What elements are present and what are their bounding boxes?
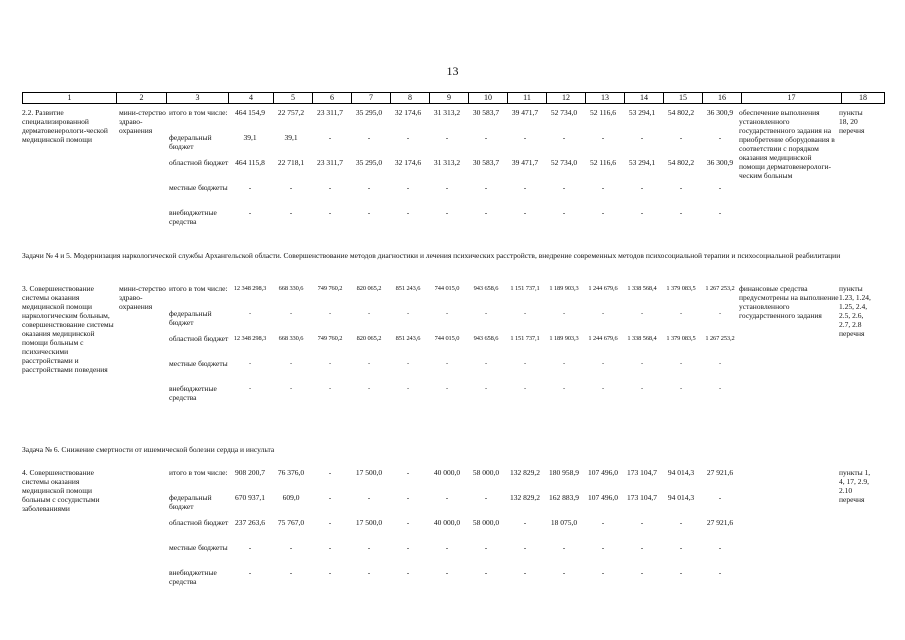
amount-cell: -	[523, 360, 527, 367]
funding-source-label: итого в том числе:	[169, 284, 228, 293]
amount-cell: 464 154,9	[235, 108, 265, 117]
amount-cell: 943 658,6	[473, 335, 499, 342]
amount-cell: 94 014,3	[667, 493, 695, 502]
funding-row	[169, 183, 869, 210]
amount-cell: 53 294,1	[628, 158, 656, 167]
amount-cell: 820 065,2	[356, 285, 382, 292]
amount-cell: 32 174,6	[394, 158, 422, 167]
amount-cell: -	[445, 385, 449, 392]
amount-cell: -	[289, 360, 293, 367]
amount-cell: -	[328, 468, 332, 477]
amount-cell: -	[718, 208, 722, 217]
amount-cell: 52 116,6	[590, 158, 616, 167]
amount-cell: -	[484, 208, 488, 217]
amount-cell: 53 294,1	[628, 108, 656, 117]
amount-cell: -	[562, 360, 566, 367]
header-cell: 10	[469, 93, 508, 104]
amount-cell: 94 014,3	[667, 468, 695, 477]
amount-cell: -	[328, 518, 332, 527]
amount-cell: -	[328, 493, 332, 502]
amount-cell: -	[679, 568, 683, 577]
amount-cell: -	[679, 360, 683, 367]
amount-cell: -	[406, 208, 410, 217]
amount-cell: -	[406, 310, 410, 317]
amount-cell: 1 267 253,2	[705, 285, 735, 292]
amount-cell: -	[640, 133, 644, 142]
amount-cell: -	[679, 310, 683, 317]
amount-cell: -	[367, 493, 371, 502]
funding-source-label: местные бюджеты	[169, 359, 228, 368]
amount-cell: -	[406, 183, 410, 192]
amount-cell: -	[601, 543, 605, 552]
amount-cell: -	[445, 133, 449, 142]
amount-cell: -	[718, 493, 722, 502]
amount-cell: 39,1	[284, 133, 298, 142]
amount-cell: -	[718, 360, 722, 367]
executor: мини-стерство здраво-охранения	[119, 284, 166, 311]
funding-source-label: областной бюджет	[169, 334, 229, 343]
amount-cell: -	[523, 543, 527, 552]
amount-cell: -	[248, 568, 252, 577]
header-cell: 14	[625, 93, 664, 104]
amount-cell: 180 958,9	[549, 468, 579, 477]
funding-row	[169, 334, 869, 361]
amount-cell: -	[289, 385, 293, 392]
amount-cell: -	[640, 310, 644, 317]
amount-cell: 39 471,7	[511, 108, 539, 117]
amount-cell: 744 015,0	[434, 285, 460, 292]
amount-cell: -	[328, 385, 332, 392]
amount-cell: 107 496,0	[588, 468, 618, 477]
amount-cell: 27 921,6	[706, 518, 734, 527]
amount-cell: 820 065,2	[356, 335, 382, 342]
amount-cell: -	[328, 360, 332, 367]
amount-cell: -	[679, 208, 683, 217]
amount-cell: 35 295,0	[355, 158, 383, 167]
funding-source-label: местные бюджеты	[169, 543, 228, 552]
amount-cell: -	[289, 183, 293, 192]
header-cell: 13	[586, 93, 625, 104]
header-cell: 6	[313, 93, 352, 104]
amount-cell: 17 500,0	[355, 468, 383, 477]
amount-cell: -	[328, 208, 332, 217]
amount-cell: -	[523, 183, 527, 192]
amount-cell: 52 734,0	[550, 158, 578, 167]
funding-row	[169, 568, 869, 595]
amount-cell: -	[406, 385, 410, 392]
amount-cell: 23 311,7	[317, 158, 343, 167]
amount-cell: 1 379 083,5	[666, 285, 696, 292]
amount-cell: -	[640, 208, 644, 217]
amount-cell: -	[601, 518, 605, 527]
amount-cell: -	[640, 518, 644, 527]
amount-cell: 40 000,0	[433, 518, 461, 527]
amount-cell: -	[328, 133, 332, 142]
amount-cell: -	[289, 310, 293, 317]
amount-cell: -	[406, 493, 410, 502]
header-cell: 4	[229, 93, 274, 104]
amount-cell: -	[718, 310, 722, 317]
amount-cell: 32 174,6	[394, 108, 422, 117]
amount-cell: -	[484, 183, 488, 192]
header-cell: 5	[274, 93, 313, 104]
amount-cell: 670 937,1	[235, 493, 265, 502]
amount-cell: -	[248, 543, 252, 552]
amount-cell: -	[289, 543, 293, 552]
amount-cell: 943 658,6	[473, 285, 499, 292]
page-number: 13	[446, 64, 459, 78]
funding-source-label: внебюджетные средства	[169, 568, 217, 586]
amount-cell: -	[718, 385, 722, 392]
amount-cell: 31 313,2	[433, 108, 461, 117]
amount-cell: -	[523, 310, 527, 317]
amount-cell: -	[367, 133, 371, 142]
amount-cell: 36 300,9	[706, 158, 734, 167]
amount-cell: 1 244 679,6	[588, 335, 618, 342]
amount-cell: -	[328, 183, 332, 192]
amount-cell: 1 189 903,3	[549, 335, 579, 342]
amount-cell: -	[640, 568, 644, 577]
amount-cell: -	[248, 208, 252, 217]
amount-cell: 744 015,0	[434, 335, 460, 342]
amount-cell: -	[523, 133, 527, 142]
amount-cell: -	[601, 208, 605, 217]
header-cell: 18	[842, 93, 885, 104]
amount-cell: 30 583,7	[472, 108, 500, 117]
amount-cell: 1 244 679,6	[588, 285, 618, 292]
funding-source-label: итого в том числе:	[169, 468, 228, 477]
amount-cell: -	[406, 468, 410, 477]
amount-cell: 132 829,2	[510, 468, 540, 477]
amount-cell: -	[562, 133, 566, 142]
task-heading: Задача № 6. Снижение смертности от ишемической болезни сердца и инсульта	[22, 445, 275, 454]
amount-cell: 609,0	[282, 493, 300, 502]
amount-cell: -	[406, 518, 410, 527]
funding-row	[169, 384, 869, 411]
funding-source-label: внебюджетные средства	[169, 384, 217, 402]
amount-cell: 39 471,7	[511, 158, 539, 167]
amount-cell: -	[718, 543, 722, 552]
column-header-row	[22, 92, 885, 104]
amount-cell: -	[367, 568, 371, 577]
amount-cell: 1 189 903,3	[549, 285, 579, 292]
amount-cell: -	[601, 183, 605, 192]
funding-source-label: федеральный бюджет	[169, 493, 212, 511]
amount-cell: -	[445, 310, 449, 317]
amount-cell: 52 734,0	[550, 108, 578, 117]
amount-cell: -	[248, 183, 252, 192]
amount-cell: 75 767,0	[277, 518, 305, 527]
amount-cell: 58 000,0	[472, 468, 500, 477]
amount-cell: -	[601, 310, 605, 317]
amount-cell: -	[679, 518, 683, 527]
amount-cell: -	[562, 183, 566, 192]
amount-cell: -	[248, 385, 252, 392]
amount-cell: 237 263,6	[235, 518, 265, 527]
amount-cell: -	[679, 385, 683, 392]
amount-cell: -	[679, 543, 683, 552]
amount-cell: -	[640, 385, 644, 392]
amount-cell: -	[289, 568, 293, 577]
amount-cell: 18 075,0	[550, 518, 578, 527]
header-cell: 15	[664, 93, 703, 104]
funding-row	[169, 208, 869, 235]
amount-cell: -	[289, 208, 293, 217]
amount-cell: -	[484, 493, 488, 502]
amount-cell: -	[367, 543, 371, 552]
amount-cell: -	[445, 543, 449, 552]
executor: мини-стерство здраво-охранения	[119, 108, 166, 135]
amount-cell: -	[445, 360, 449, 367]
header-cell: 12	[547, 93, 586, 104]
amount-cell: -	[523, 568, 527, 577]
amount-cell: -	[601, 133, 605, 142]
amount-cell: -	[679, 133, 683, 142]
amount-cell: -	[367, 183, 371, 192]
funding-row	[169, 468, 869, 495]
amount-cell: 908 200,7	[235, 468, 265, 477]
amount-cell: -	[445, 568, 449, 577]
amount-cell: 12 348 298,3	[233, 335, 267, 342]
funding-source-label: местные бюджеты	[169, 183, 228, 192]
funding-source-label: внебюджетные средства	[169, 208, 217, 226]
reference-items: пункты 18, 20 перечня	[839, 108, 865, 135]
amount-cell: 1 151 737,1	[510, 285, 540, 292]
amount-cell: 54 802,2	[667, 158, 695, 167]
amount-cell: -	[445, 183, 449, 192]
amount-cell: -	[562, 568, 566, 577]
amount-cell: -	[484, 568, 488, 577]
header-cell: 2	[117, 93, 167, 104]
amount-cell: -	[601, 385, 605, 392]
amount-cell: -	[718, 568, 722, 577]
amount-cell: 1 267 253,2	[705, 335, 735, 342]
amount-cell: -	[248, 360, 252, 367]
amount-cell: 132 829,2	[510, 493, 540, 502]
funding-source-label: областной бюджет	[169, 518, 229, 527]
amount-cell: -	[484, 385, 488, 392]
amount-cell: 107 496,0	[588, 493, 618, 502]
amount-cell: 464 115,8	[235, 158, 265, 167]
activity-name: 2.2. Развитие специализированной дерматовенерологи-ческой медицинской помощи	[22, 108, 108, 144]
funding-source-label: федеральный бюджет	[169, 309, 212, 327]
header-cell: 17	[742, 93, 842, 104]
amount-cell: 851 243,6	[395, 335, 421, 342]
amount-cell: 1 151 737,1	[510, 335, 540, 342]
amount-cell: -	[679, 183, 683, 192]
amount-cell: -	[523, 208, 527, 217]
amount-cell: -	[406, 133, 410, 142]
amount-cell: -	[406, 543, 410, 552]
header-cell: 3	[167, 93, 229, 104]
amount-cell: 1 379 083,5	[666, 335, 696, 342]
funding-row	[169, 493, 869, 520]
amount-cell: 17 500,0	[355, 518, 383, 527]
amount-cell: -	[367, 310, 371, 317]
amount-cell: 52 116,6	[590, 108, 616, 117]
funding-source-label: федеральный бюджет	[169, 133, 212, 151]
amount-cell: 851 243,6	[395, 285, 421, 292]
amount-cell: 12 348 298,3	[233, 285, 267, 292]
funding-source-label: областной бюджет	[169, 158, 229, 167]
header-cell: 1	[23, 93, 117, 104]
reference-items: пункты 1.23, 1.24, 1.25, 2.4, 2.5, 2.6, 2.7, 2.8 перечня	[839, 284, 871, 338]
amount-cell: 668 330,6	[278, 285, 304, 292]
amount-cell: -	[484, 360, 488, 367]
amount-cell: -	[562, 208, 566, 217]
amount-cell: -	[562, 385, 566, 392]
amount-cell: -	[640, 360, 644, 367]
amount-cell: 23 311,7	[317, 108, 343, 117]
amount-cell: 36 300,9	[706, 108, 734, 117]
amount-cell: -	[328, 568, 332, 577]
expected-result: финансовые средства предусмотрены на выполнение установленного государственного задания	[739, 284, 839, 320]
reference-items: пункты 1, 4, 17, 2.9, 2.10 перечня	[839, 468, 871, 504]
amount-cell: 668 330,6	[278, 335, 304, 342]
amount-cell: -	[640, 183, 644, 192]
header-cell: 8	[391, 93, 430, 104]
amount-cell: 31 313,2	[433, 158, 461, 167]
header-cell: 7	[352, 93, 391, 104]
activity-name: 3. Совершенствование системы оказания медицинской помощи наркологическим больным, совершенствование системы оказания медицинской помощи больным с психическими расстройствами и расстройствами поведения	[22, 284, 114, 374]
amount-cell: 30 583,7	[472, 158, 500, 167]
amount-cell: -	[445, 208, 449, 217]
amount-cell: -	[640, 543, 644, 552]
amount-cell: 749 760,2	[317, 335, 343, 342]
amount-cell: -	[406, 360, 410, 367]
funding-row	[169, 543, 869, 570]
amount-cell: -	[406, 568, 410, 577]
amount-cell: 35 295,0	[355, 108, 383, 117]
amount-cell: 173 104,7	[627, 493, 657, 502]
amount-cell: -	[718, 183, 722, 192]
amount-cell: -	[484, 133, 488, 142]
funding-row	[169, 518, 869, 545]
amount-cell: 22 757,2	[277, 108, 305, 117]
amount-cell: -	[562, 543, 566, 552]
amount-cell: 40 000,0	[433, 468, 461, 477]
header-cell: 11	[508, 93, 547, 104]
amount-cell: -	[718, 133, 722, 142]
amount-cell: -	[523, 385, 527, 392]
amount-cell: -	[601, 360, 605, 367]
amount-cell: 54 802,2	[667, 108, 695, 117]
funding-row	[169, 359, 869, 386]
amount-cell: -	[367, 360, 371, 367]
amount-cell: 173 104,7	[627, 468, 657, 477]
amount-cell: 27 921,6	[706, 468, 734, 477]
amount-cell: -	[523, 518, 527, 527]
header-cell: 9	[430, 93, 469, 104]
amount-cell: -	[601, 568, 605, 577]
activity-name: 4. Совершенствование системы оказания медицинской помощи больным с сосудистыми заболеваниями	[22, 468, 100, 513]
task-heading: Задачи № 4 и 5. Модернизация наркологической службы Архангельской области. Совершенствование методов диагностики и лечения психических расстройств, внедрение современных методов психосоциальной терапии и психосоциальной реабилитации	[22, 251, 841, 260]
amount-cell: 1 338 568,4	[627, 285, 657, 292]
amount-cell: -	[248, 310, 252, 317]
amount-cell: 76 376,0	[277, 468, 305, 477]
amount-cell: -	[562, 310, 566, 317]
amount-cell: -	[445, 493, 449, 502]
amount-cell: 22 718,1	[277, 158, 305, 167]
amount-cell: -	[367, 385, 371, 392]
amount-cell: 1 338 568,4	[627, 335, 657, 342]
amount-cell: 749 760,2	[317, 285, 343, 292]
amount-cell: 39,1	[243, 133, 257, 142]
header-cell: 16	[703, 93, 742, 104]
amount-cell: -	[367, 208, 371, 217]
expected-result: обеспечение выполнения установленного государственного задания на приобретение оборудования в соответствии с порядком оказания медицинской помощи дерматовенерологи-ческим больным	[739, 108, 835, 180]
amount-cell: 58 000,0	[472, 518, 500, 527]
amount-cell: -	[328, 310, 332, 317]
amount-cell: -	[484, 543, 488, 552]
amount-cell: -	[328, 543, 332, 552]
funding-source-label: итого в том числе:	[169, 108, 228, 117]
amount-cell: -	[484, 310, 488, 317]
amount-cell: 162 883,9	[549, 493, 579, 502]
